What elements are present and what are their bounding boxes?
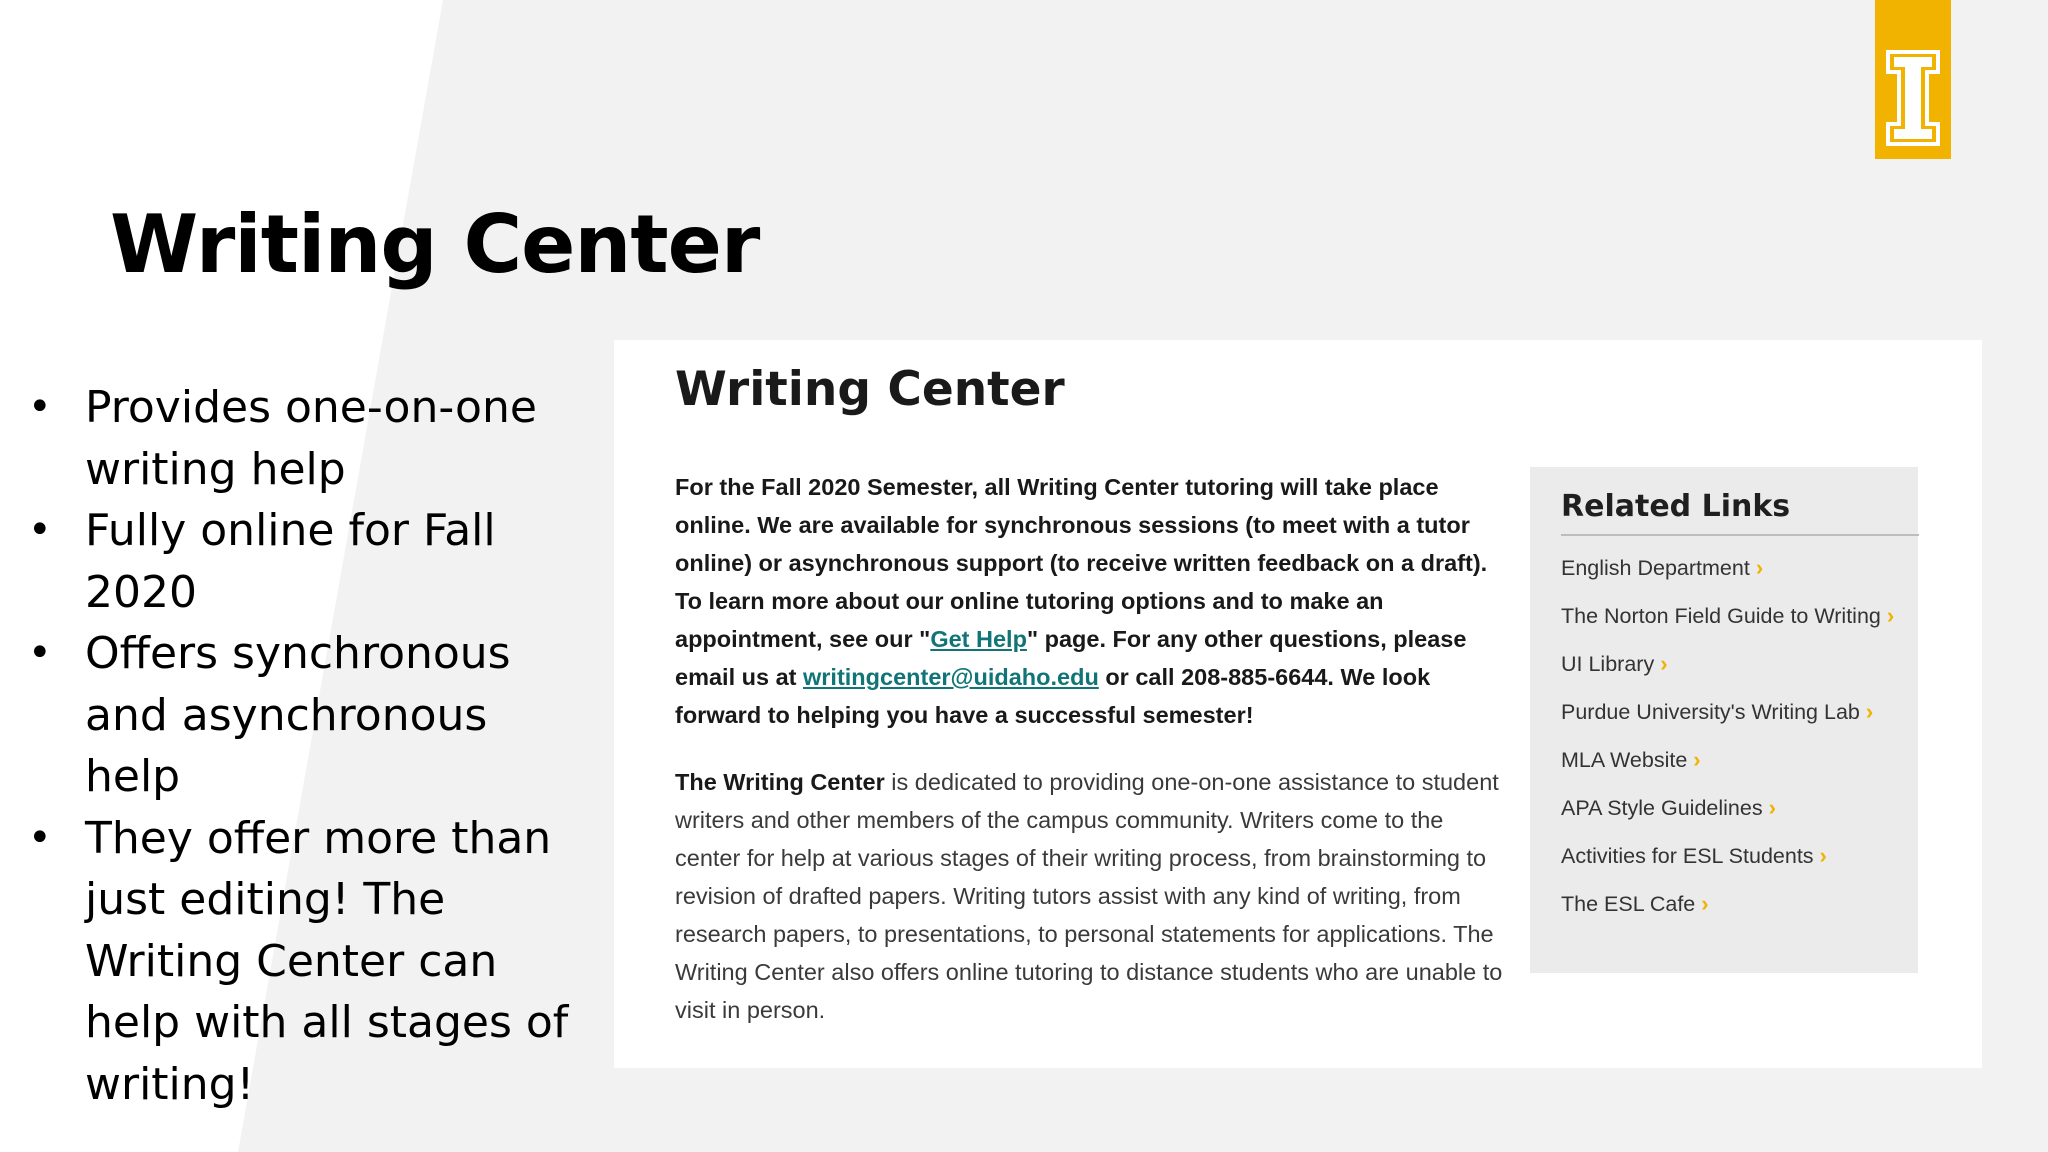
email-link[interactable]: writingcenter@uidaho.edu [803, 664, 1099, 690]
notice-text: " page. For any other questions, please email us at [675, 626, 1467, 690]
bullet-text: Offers synchronous and asynchronous help [85, 628, 511, 802]
related-link-label: UI Library [1561, 652, 1655, 676]
about-text: is dedicated to providing one-on-one assistance to student writers and other members of the campus community. Writers come to the center for help at various stages of their writing process, from brainstorming to revision of drafted papers. Writing tutors assist with any kind of writing, from research papers, to presentations, to personal statements for applications. The Writing Center also offers online tutoring to distance students who are unable to visit in person. [675, 769, 1503, 1023]
chevron-right-icon: › [1865, 699, 1874, 724]
related-link-esl-cafe[interactable] [1561, 888, 1911, 920]
related-link-label: Purdue University's Writing Lab [1561, 700, 1860, 724]
related-link-label: The ESL Cafe [1561, 892, 1696, 916]
related-links-list [1561, 552, 1911, 920]
block-i-logo-icon [1875, 0, 1951, 159]
related-link-mla-website[interactable] [1561, 744, 1911, 776]
bullet-item [24, 808, 584, 1116]
related-link-apa-style-guidelines[interactable] [1561, 792, 1911, 824]
bullet-list [24, 377, 584, 1115]
about-lead: The Writing Center [675, 769, 885, 795]
bullet-text: They offer more than just editing! The Writing Center can help with all stages of writing! [85, 812, 569, 1110]
about-paragraph [675, 763, 1505, 1029]
website-page-title: Writing Center [675, 362, 1065, 417]
website-screenshot [614, 340, 1982, 1068]
related-link-label: MLA Website [1561, 748, 1688, 772]
get-help-link[interactable]: Get Help [930, 626, 1027, 652]
related-link-purdue-writing-lab[interactable] [1561, 696, 1911, 728]
bullet-item [24, 623, 584, 808]
related-link-ui-library[interactable] [1561, 648, 1911, 680]
chevron-right-icon: › [1819, 843, 1827, 868]
related-link-english-department[interactable] [1561, 552, 1911, 584]
chevron-right-icon: › [1886, 603, 1895, 628]
related-link-label: English Department [1561, 556, 1750, 580]
bullet-item [24, 377, 584, 500]
bullet-marker: • [28, 814, 52, 861]
university-logo [1875, 0, 1951, 159]
bullet-marker: • [28, 507, 52, 553]
bullet-item [24, 500, 584, 623]
notice-text: For the Fall 2020 Semester, all Writing Center tutoring will take place online. We are available for synchronous sessions (to meet with a tutor online) or asynchronous support (to receive written feedback on a draft). To learn more about our online tutoring options and to make an appointment, see our " [675, 474, 1488, 652]
related-link-norton-field-guide[interactable] [1561, 600, 1911, 632]
bullet-text: Provides one-on-one writing help [85, 382, 537, 495]
notice-text: or call 208-885-6644. We look forward to helping you have a successful semester! [675, 664, 1431, 728]
bullet-marker: • [28, 630, 52, 676]
chevron-right-icon: › [1755, 555, 1764, 580]
chevron-right-icon: › [1768, 795, 1776, 820]
related-link-label: APA Style Guidelines [1561, 796, 1763, 820]
bullet-text: Fully online for Fall 2020 [85, 505, 496, 618]
related-links-panel [1530, 467, 1918, 973]
related-link-esl-activities[interactable] [1561, 840, 1911, 872]
related-links-heading: Related Links [1561, 489, 1919, 536]
related-link-label: Activities for ESL Students [1561, 844, 1814, 868]
fall-2020-notice [675, 468, 1495, 734]
slide-title: Writing Center [110, 198, 760, 291]
bullet-marker: • [28, 384, 52, 430]
chevron-right-icon: › [1660, 651, 1668, 676]
chevron-right-icon: › [1693, 747, 1701, 772]
chevron-right-icon: › [1701, 891, 1709, 916]
related-link-label: The Norton Field Guide to Writing [1561, 604, 1881, 628]
